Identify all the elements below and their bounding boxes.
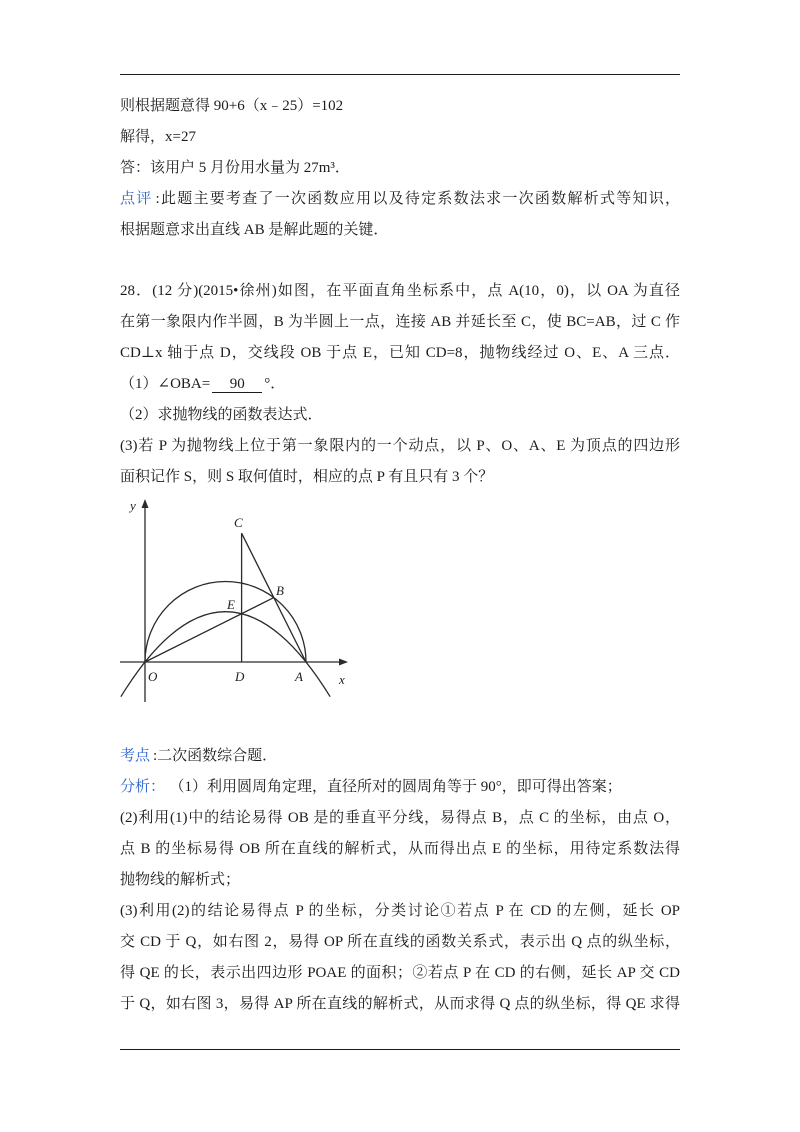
question-2: （2）求抛物线的函数表达式． <box>120 407 323 423</box>
solution-line-1: 则根据题意得 90+6（x﹣25）=102 <box>120 98 344 114</box>
question-1 <box>120 373 680 395</box>
analysis-line-1 <box>120 776 680 798</box>
question-3-line-1: (3)若 P 为抛物线上位于第一象限内的一个动点，以 P、O、A、E 为顶点的四边形 <box>120 438 680 454</box>
y-axis-label: y <box>130 498 136 513</box>
analysis-label: 分析： <box>120 779 166 795</box>
kaodian-label: 考点 <box>120 748 151 764</box>
segment-ob <box>145 598 274 662</box>
analysis-line-4: 抛物线的解析式； <box>120 872 241 888</box>
segment-ac <box>242 533 306 662</box>
top-rule <box>120 74 680 75</box>
analysis-line-8: 于 Q，如右图 3，易得 AP 所在直线的解析式，从而求得 Q 点的纵坐标，得 QE 求得 <box>120 996 680 1012</box>
x-axis-arrow-icon <box>339 659 348 666</box>
analysis-text: （1）利用圆周角定理，直径所对的圆周角等于 90°，即可得出答案； <box>177 779 622 795</box>
solution-answer-line: 答：该用户 5 月份用水量为 27m³． <box>120 160 350 176</box>
question-1-suffix: °． <box>264 376 286 392</box>
geometry-figure <box>110 488 360 713</box>
x-axis-label: x <box>339 672 345 687</box>
point-o-label: O <box>148 669 158 684</box>
analysis-line-7: 得 QE 的长，表示出四边形 POAE 的面积；②若点 P 在 CD 的右侧，延长 AP 交 CD <box>120 965 680 981</box>
y-axis-arrow-icon <box>142 499 149 508</box>
problem-line-2: 在第一象限内作半圆，B 为半圆上一点，连接 AB 并延长至 C，使 BC=AB，过 C 作 <box>120 314 680 330</box>
point-b-label: B <box>276 583 284 598</box>
comment-line-2: 根据题意求出直线 AB 是解此题的关键． <box>120 222 389 238</box>
analysis-line-5: (3)利用(2)的结论易得点 P 的坐标，分类讨论①若点 P 在 CD 的左侧，延长 OP <box>120 903 680 919</box>
question-1-prefix: （1）∠OBA= <box>120 376 211 392</box>
analysis-line-6: 交 CD 于 Q，如右图 2，易得 OP 所在直线的函数关系式，表示出 Q 点的纵坐标， <box>120 934 680 950</box>
comment-text: :此题主要考查了一次函数应用以及待定系数法求一次函数解析式等知识， <box>155 191 680 207</box>
question-1-answer: 90 <box>212 376 262 393</box>
point-e-label: E <box>227 597 235 612</box>
solution-line-2: 解得，x=27 <box>120 129 196 145</box>
comment-line-1 <box>120 188 680 210</box>
problem-line-1: 28．(12 分)(2015•徐州)如图，在平面直角坐标系中，点 A(10，0)，以 OA 为直径 <box>120 283 680 299</box>
kaodian-line <box>120 745 680 767</box>
point-c-label: C <box>234 515 243 530</box>
kaodian-text: :二次函数综合题． <box>153 748 278 764</box>
analysis-line-3: 点 B 的坐标易得 OB 所在直线的解析式，从而得出点 E 的坐标，用待定系数法得 <box>120 841 680 857</box>
problem-line-3: CD⊥x 轴于点 D，交线段 OB 于点 E，已知 CD=8，抛物线经过 O、E、A 三点． <box>120 345 680 361</box>
question-3-line-2: 面积记作 S，则 S 取何值时，相应的点 P 有且只有 3 个？ <box>120 469 494 485</box>
bottom-rule <box>120 1049 680 1050</box>
comment-label: 点评 <box>120 191 153 207</box>
analysis-line-2: (2)利用(1)中的结论易得 OB 是的垂直平分线，易得点 B，点 C 的坐标，由点 O， <box>120 810 680 826</box>
point-a-label: A <box>295 669 303 684</box>
point-d-label: D <box>235 669 245 684</box>
